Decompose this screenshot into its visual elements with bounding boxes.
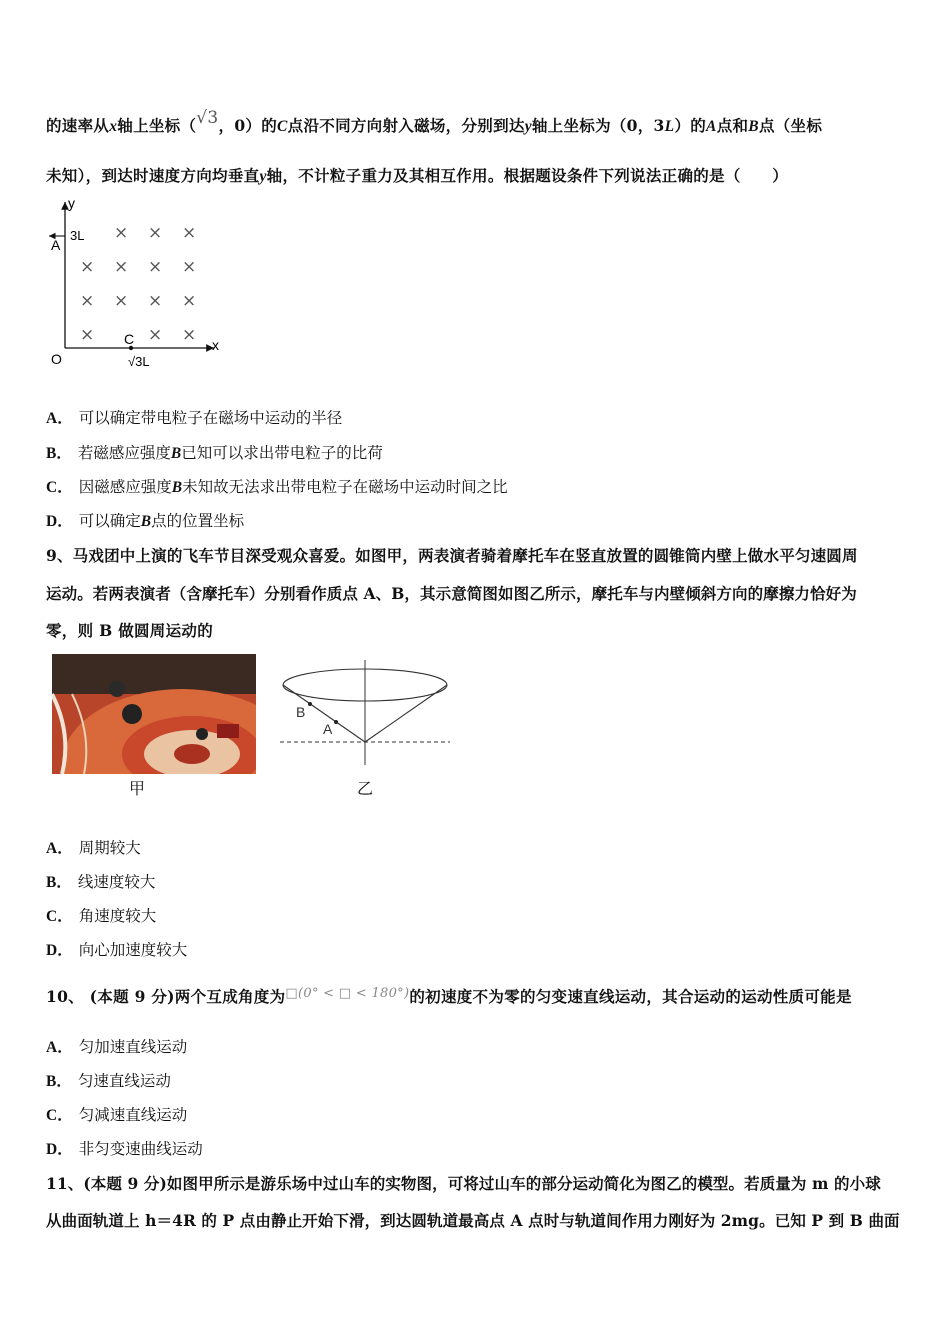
- field-cross: ×: [148, 325, 163, 345]
- motorcycle-circus-photo: [52, 654, 256, 774]
- field-cross: ×: [182, 257, 197, 277]
- field-cross: ×: [80, 325, 95, 345]
- q9-option-a[interactable]: A． 周期较大: [46, 839, 141, 857]
- field-cross: ×: [80, 291, 95, 311]
- point-c-label: C: [124, 331, 135, 347]
- point-c-coord: √3L: [128, 354, 150, 369]
- magnetic-field-crosses: [80, 223, 196, 345]
- field-cross: ×: [114, 223, 129, 243]
- q8-option-c[interactable]: C． 因磁感应强度B未知故无法求出带电粒子在磁场中运动时间之比: [46, 478, 508, 496]
- q10-option-c[interactable]: C． 匀减速直线运动: [46, 1106, 188, 1124]
- field-cross: ×: [182, 223, 197, 243]
- cone-label-a: A: [323, 721, 333, 737]
- field-cross: ×: [114, 291, 129, 311]
- q10-option-d[interactable]: D． 非匀变速曲线运动: [46, 1140, 203, 1158]
- q10-option-a[interactable]: A． 匀加速直线运动: [46, 1038, 188, 1056]
- caption-jia: 甲: [129, 779, 146, 798]
- q11-stem-line2: 从曲面轨道上 h＝4R 的 P 点由静止开始下滑，到达圆轨道最高点 A 点时与轨道间作用力刚好为 2mg。已知 P 到 B 曲面: [46, 1211, 900, 1230]
- field-cross: ×: [182, 291, 197, 311]
- q9-stem-line2: 运动。若两表演者（含摩托车）分别看作质点 A、B，其示意简图如图乙所示，摩托车与内壁倾斜方向的摩擦力恰好为: [46, 584, 857, 603]
- field-cross: ×: [148, 291, 163, 311]
- q8-option-a[interactable]: A． 可以确定带电粒子在磁场中运动的半径: [46, 409, 343, 427]
- q9-option-d[interactable]: D． 向心加速度较大: [46, 941, 188, 959]
- q8-magnetic-field-figure: [44, 196, 234, 376]
- q8-option-b[interactable]: B． 若磁感应强度B已知可以求出带电粒子的比荷: [46, 444, 383, 462]
- cone-label-b: B: [296, 704, 306, 720]
- cone-diagram: [280, 660, 460, 770]
- q10-option-b[interactable]: B． 匀速直线运动: [46, 1072, 171, 1090]
- caption-yi: 乙: [357, 779, 374, 798]
- point-a-dot: [334, 720, 338, 724]
- field-cross: ×: [80, 257, 95, 277]
- point-a-label: A: [51, 237, 61, 253]
- origin-label: O: [51, 351, 62, 367]
- x-axis-label: x: [212, 337, 219, 353]
- y-axis-label: y: [68, 195, 75, 211]
- q10-stem: 10、 (本题 9 分)两个互成角度为□(0° < □ < 180°)的初速度不为零的匀变速直线运动，其合运动的运动性质可能是: [46, 986, 852, 1006]
- q8-stem-line2: 未知），到达时速度方向均垂直y轴，不计粒子重力及其相互作用。根据题设条件下列说法正确的是（ ）: [46, 166, 789, 185]
- q9-option-b[interactable]: B． 线速度较大: [46, 873, 156, 891]
- q11-stem-line1: 11、(本题 9 分)如图甲所示是游乐场中过山车的实物图，可将过山车的部分运动简化为图乙的模型。若质量为 m 的小球: [46, 1174, 881, 1193]
- field-cross: ×: [148, 257, 163, 277]
- angle-range-math: □(0° < □ < 180°): [285, 986, 410, 1001]
- q9-option-c[interactable]: C． 角速度较大: [46, 907, 157, 925]
- q8-option-d[interactable]: D． 可以确定B点的位置坐标: [46, 512, 245, 530]
- field-cross: ×: [114, 257, 129, 277]
- point-b-dot: [308, 702, 312, 706]
- q8-stem-line1: 的速率从x轴上坐标（√3，0）的C点沿不同方向射入磁场，分别到达y轴上坐标为（0，3L）的A点和B点（坐标: [46, 108, 823, 135]
- point-a-coord: 3L: [70, 228, 85, 243]
- q9-stem-line1: 9、马戏团中上演的飞车节目深受观众喜爱。如图甲，两表演者骑着摩托车在竖直放置的圆锥筒内壁上做水平匀速圆周: [46, 546, 858, 565]
- field-cross: ×: [148, 223, 163, 243]
- sqrt3-math: √3: [196, 108, 219, 128]
- q9-stem-line3: 零，则 B 做圆周运动的: [46, 621, 213, 640]
- field-cross: ×: [182, 325, 197, 345]
